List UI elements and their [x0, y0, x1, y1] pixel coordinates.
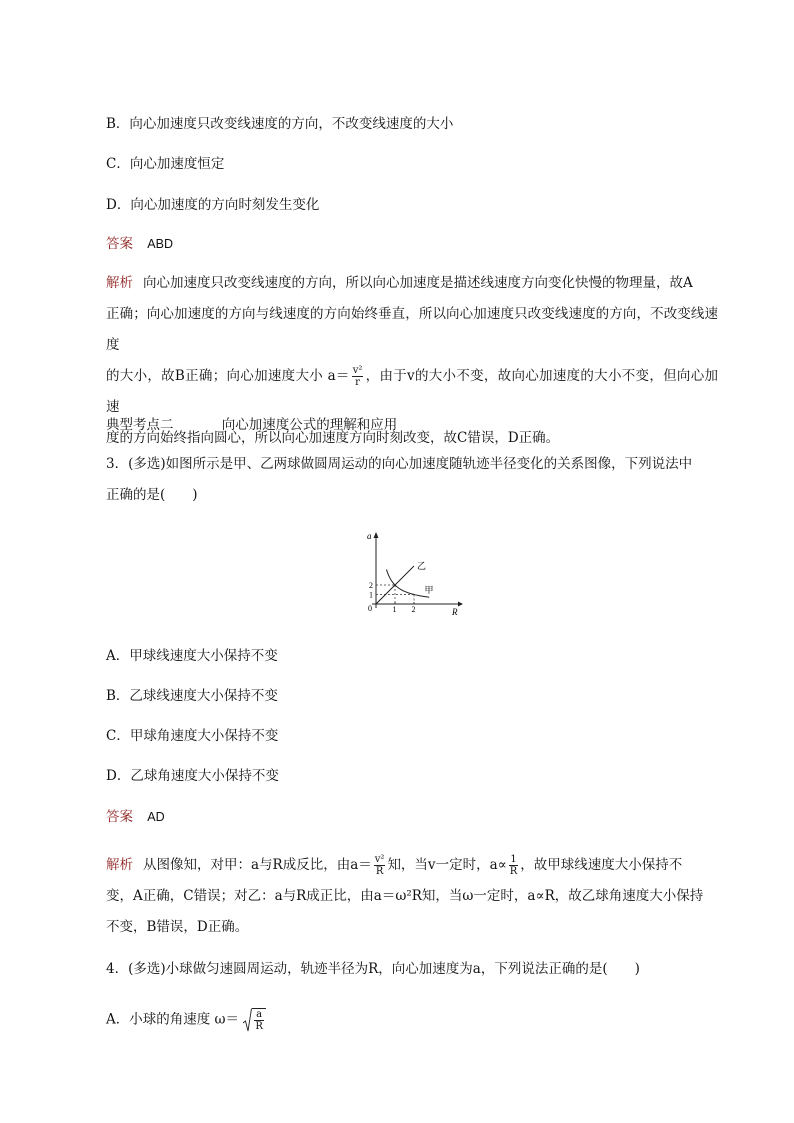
answer-label: 答案 — [106, 809, 133, 825]
q4-option-a — [106, 1008, 266, 1032]
acceleration-radius-graph — [358, 527, 466, 617]
answer-value: ABD — [147, 237, 173, 251]
question-3-stem — [106, 449, 718, 511]
fraction-v2-over-r: $\frac{\text{v²}}{r}$ — [352, 365, 363, 388]
origin-label: 0 — [368, 604, 372, 613]
y-axis-label: a — [367, 531, 372, 541]
question-text: 3．(多选)如图所示是甲、乙两球做圆周运动的向心加速度随轨迹半径变化的关系图像，下列说法中 — [106, 456, 693, 472]
series-label-yi: 乙 — [417, 562, 427, 572]
q3-option-a: A．甲球线速度大小保持不变 — [106, 648, 278, 664]
q3-option-c: C．甲球角速度大小保持不变 — [106, 728, 279, 744]
section-heading — [106, 416, 397, 434]
option-d: D．向心加速度的方向时刻发生变化 — [106, 197, 320, 213]
analysis-text: 变，A正确，C错误；对乙：a与R成正比，由a＝ω²R知，当ω一定时，a∝R，故乙球角速度大小保持 — [106, 888, 704, 904]
x-tick-label: 1 — [392, 605, 397, 614]
option-b: B．向心加速度只改变线速度的方向，不改变线速度的大小 — [106, 116, 454, 132]
answer-line-q3 — [106, 808, 165, 826]
radical-sign-icon — [243, 1008, 252, 1032]
analysis-q3 — [106, 850, 718, 943]
option-text: A．小球的角速度 ω＝ — [106, 1011, 240, 1028]
question-4-stem: 4．(多选)小球做匀速圆周运动，轨迹半径为R，向心加速度为a，下列说法正确的是( ) — [106, 961, 640, 977]
analysis-text: ，故甲球线速度大小保持不 — [520, 857, 683, 873]
option-c: C．向心加速度恒定 — [106, 156, 225, 172]
sqrt-a-over-R: $\frac{a}{R}$ — [243, 1008, 266, 1032]
answer-value: AD — [147, 810, 165, 824]
analysis-text: 不变，B错误，D正确。 — [106, 919, 249, 935]
y-tick-label: 1 — [369, 590, 373, 600]
analysis-text: 度的方向始终指向圆心，所以向心加速度方向时刻改变，故C错误，D正确。 — [106, 430, 560, 446]
question-text: 正确的是( ) — [106, 487, 198, 503]
series-line-jia — [386, 569, 429, 597]
section-title: 向心加速度公式的理解和应用 — [221, 417, 398, 433]
x-axis-label: R — [452, 607, 458, 617]
y-tick-label: 2 — [369, 581, 373, 590]
analysis-text: 正确；向心加速度的方向与线速度的方向始终垂直，所以向心加速度只改变线速度的方向，不改变线速度 — [106, 306, 718, 353]
analysis-label: 解析 — [106, 275, 133, 291]
answer-label: 答案 — [106, 236, 133, 252]
analysis-text: 从图像知，对甲：a与R成反比，由a＝ — [143, 857, 372, 873]
x-axis-arrow — [458, 602, 463, 607]
q3-option-b: B．乙球线速度大小保持不变 — [106, 688, 278, 704]
fraction-v2-over-R: $\frac{\text{v²}}{R}$ — [374, 854, 385, 877]
answer-line-q2 — [106, 235, 173, 253]
x-tick-label: 2 — [411, 605, 416, 614]
analysis-text: 向心加速度只改变线速度的方向，所以向心加速度是描述线速度方向变化快慢的物理量，故A — [143, 275, 693, 291]
series-label-jia: 甲 — [424, 586, 434, 597]
analysis-text: ，由于v的大小不变，故向心加速度的大小不变，但向心加速 — [106, 368, 718, 415]
fraction-1-over-R: $\frac{1}{R}$ — [509, 854, 518, 877]
analysis-label: 解析 — [106, 857, 133, 873]
section-label: 典型考点二 — [106, 417, 174, 433]
analysis-text: 知，当v一定时，a∝ — [387, 857, 507, 873]
y-axis-arrow — [374, 532, 379, 538]
q3-option-d: D．乙球角速度大小保持不变 — [106, 768, 279, 784]
analysis-text: 的大小，故B正确；向心加速度大小 a＝ — [106, 368, 350, 384]
